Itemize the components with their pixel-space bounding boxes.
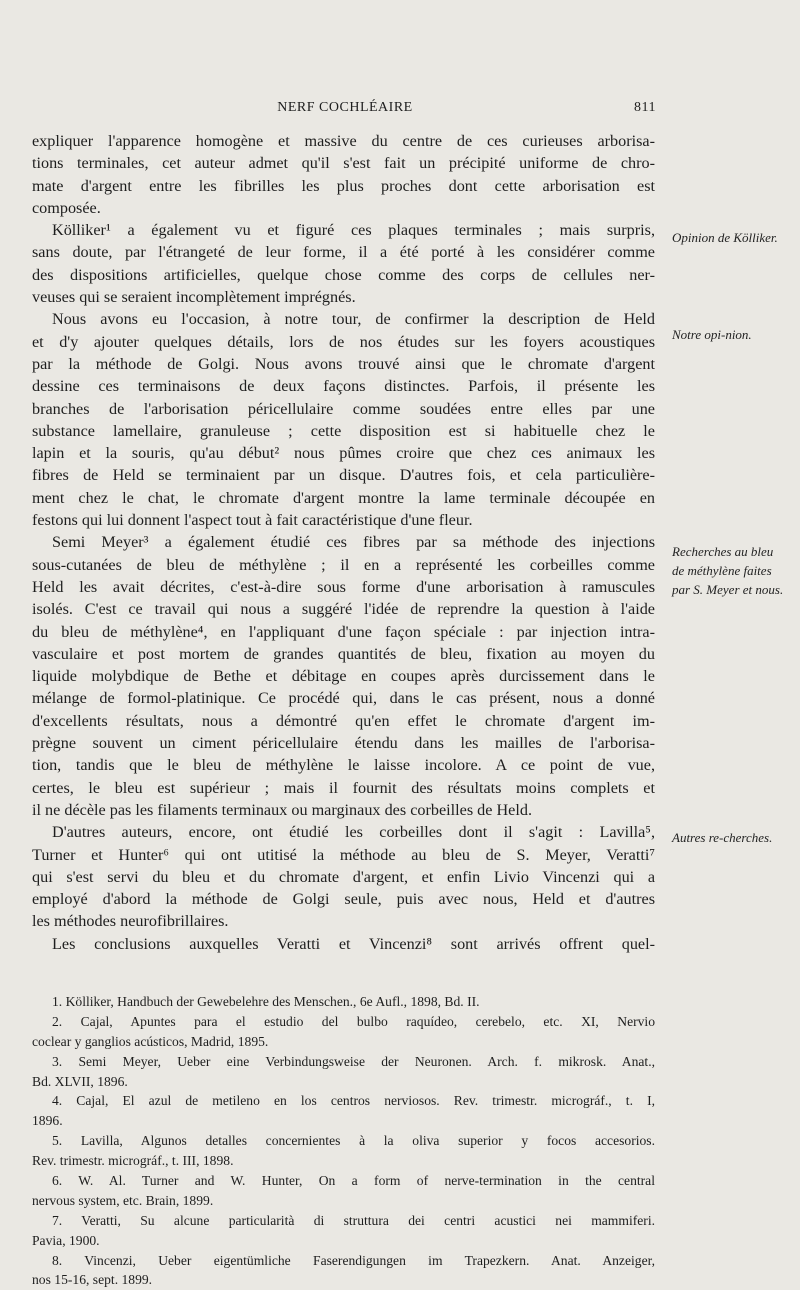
text-line: branches de l'arborisation péricellulaire comme soudées entre elles par une [32, 399, 655, 418]
text-line: certes, le bleu est supérieur ; mais il fournit des résultats moins complets et [32, 778, 655, 797]
footnote-line: 5. Lavilla, Algunos detalles concernientes à la oliva superior y focos accesorios. [52, 1133, 655, 1149]
text-line: il ne décèle pas les filaments terminaux ou marginaux des corbeilles de Held. [32, 800, 533, 819]
footnote-line: 6. W. Al. Turner and W. Hunter, On a form of nerve-termination in the central [52, 1173, 655, 1189]
text-line: composée. [32, 198, 101, 217]
text-line: isolés. C'est ce travail qui nous a suggéré l'idée de reprendre la question à l'aide [32, 600, 655, 619]
text-line: d'excellents résultats, nous a démontré qu'en effet le chromate d'argent im- [32, 711, 655, 730]
page-number: 811 [634, 100, 656, 115]
text-line: par la méthode de Golgi. Nous avons trouvé ainsi que le chromate d'argent [32, 354, 655, 373]
footnote-line: 1. Kölliker, Handbuch der Gewebelehre des Menschen., 6e Aufl., 1898, Bd. II. [52, 994, 480, 1009]
footnote-line: 4. Cajal, El azul de metileno en los centros nerviosos. Rev. trimestr. micrográf., t. I, [52, 1093, 655, 1109]
text-line: fibres de Held se terminaient par un disque. D'autres fois, et cela particulière- [32, 466, 655, 485]
text-line: qui s'est servi du bleu et du chromate d'argent, et enfin Livio Vincenzi qui a [32, 867, 655, 886]
text-line: du bleu de méthylène⁴, en l'appliquant d'une façon spéciale : par injection intra- [32, 622, 655, 641]
text-line: Turner et Hunter⁶ qui ont utitisé la méthode au bleu de S. Meyer, Veratti⁷ [32, 845, 655, 864]
footnote-line: coclear y ganglios acústicos, Madrid, 1895. [32, 1033, 269, 1049]
margin-note: Recherches au bleu de méthylène faites par S. Meyer et nous. [672, 544, 784, 597]
text-line: tions terminales, cet auteur admet qu'il s'est fait un précipité uniforme de chro- [32, 154, 655, 173]
margin-note: Autres re-cherches. [672, 830, 773, 845]
text-line: Semi Meyer³ a également étudié ces fibres par sa méthode des injections [52, 533, 655, 552]
footnote-line: Bd. XLVII, 1896. [32, 1073, 128, 1089]
text-line: substance lamellaire, granuleuse ; cette disposition est si habituelle chez le [32, 421, 655, 440]
text-line: liquide molybdique de Bethe et débitage en coupes après durcissement dans le [32, 667, 655, 686]
running-title: NERF COCHLÉAIRE [277, 100, 413, 115]
footnotes [32, 992, 655, 1290]
text-line: prègne souvent un ciment péricellulaire étendu dans les mailles de l'arborisa- [32, 734, 655, 753]
main-text-column [32, 130, 655, 955]
footnote-line: nos 15-16, sept. 1899. [32, 1272, 153, 1288]
text-line: employé d'abord la méthode de Golgi seule, puis avec nous, Held et d'autres [32, 890, 655, 909]
text-line: tion, tandis que le bleu de méthylène le laisse incolore. A ce point de vue, [32, 756, 655, 775]
footnote-line: 8. Vincenzi, Ueber eigentümliche Faserendigungen im Trapezkern. Anat. Anzeiger, [52, 1252, 655, 1268]
text-line: et d'y ajouter quelques détails, lors de nos études sur les foyers acoustiques [32, 332, 655, 351]
text-line: Kölliker¹ a également vu et figuré ces plaques terminales ; mais surpris, [52, 221, 655, 240]
text-line: sans doute, par l'étrangeté de leur forme, il a été porté à les considérer comme [32, 243, 655, 262]
text-line: D'autres auteurs, encore, ont étudié les corbeilles dont il s'agit : Lavilla⁵, [52, 823, 655, 842]
margin-note: Notre opi-nion. [672, 327, 752, 342]
text-line: des dispositions artificielles, quelque chose comme des corps de cellules ner- [32, 265, 655, 284]
text-line: les méthodes neurofibrillaires. [32, 912, 229, 931]
margin-note: Opinion de Kölliker. [672, 230, 778, 245]
text-line: mélange de formol-platinique. Ce procédé qui, dans le cas présent, nous a donné [32, 689, 655, 708]
text-line: ment chez le chat, le chromate d'argent montre la lame terminale découpée en [32, 488, 655, 507]
footnote-line: 1896. [32, 1113, 63, 1129]
footnote-line: Pavia, 1900. [32, 1232, 100, 1248]
text-line: vasculaire et post mortem de grandes quantités de bleu, fixation au moyen du [32, 644, 655, 663]
text-line: festons qui lui donnent l'aspect tout à fait caractéristique d'une fleur. [32, 511, 473, 530]
text-line: expliquer l'apparence homogène et massive du centre de ces curieuses arborisa- [32, 132, 655, 150]
footnote-line: nervous system, etc. Brain, 1899. [32, 1192, 214, 1208]
text-line: dessine ces terminaisons de deux façons distinctes. Parfois, il présente les [32, 377, 655, 396]
footnote-line: Rev. trimestr. micrográf., t. III, 1898. [32, 1153, 234, 1169]
footnote-line: 2. Cajal, Apuntes para el estudio del bulbo raquídeo, cerebelo, etc. XI, Nervio [52, 1013, 655, 1029]
text-line: veuses qui se seraient incomplètement imprégnés. [32, 288, 356, 307]
footnote-line: 7. Veratti, Su alcune particularità di struttura dei centri acustici nei mammiferi. [52, 1212, 655, 1228]
text-line: lapin et la souris, qu'au début² nous pûmes croire que chez ces animaux les [32, 444, 655, 463]
footnote-line: 3. Semi Meyer, Ueber eine Verbindungsweise der Neuronen. Arch. f. mikrosk. Anat., [52, 1053, 655, 1069]
text-line: Held les avait décrites, c'est-à-dire sous forme d'une arborisation à ramuscules [32, 577, 655, 596]
text-line: mate d'argent entre les fibrilles les plus proches dont cette arborisation est [32, 176, 655, 195]
text-line: Les conclusions auxquelles Veratti et Vincenzi⁸ sont arrivés offrent quel- [52, 934, 655, 953]
text-line: sous-cutanées de bleu de méthylène ; il en a représenté les corbeilles comme [32, 555, 655, 574]
text-line: Nous avons eu l'occasion, à notre tour, de confirmer la description de Held [52, 310, 655, 329]
running-header [30, 100, 660, 124]
